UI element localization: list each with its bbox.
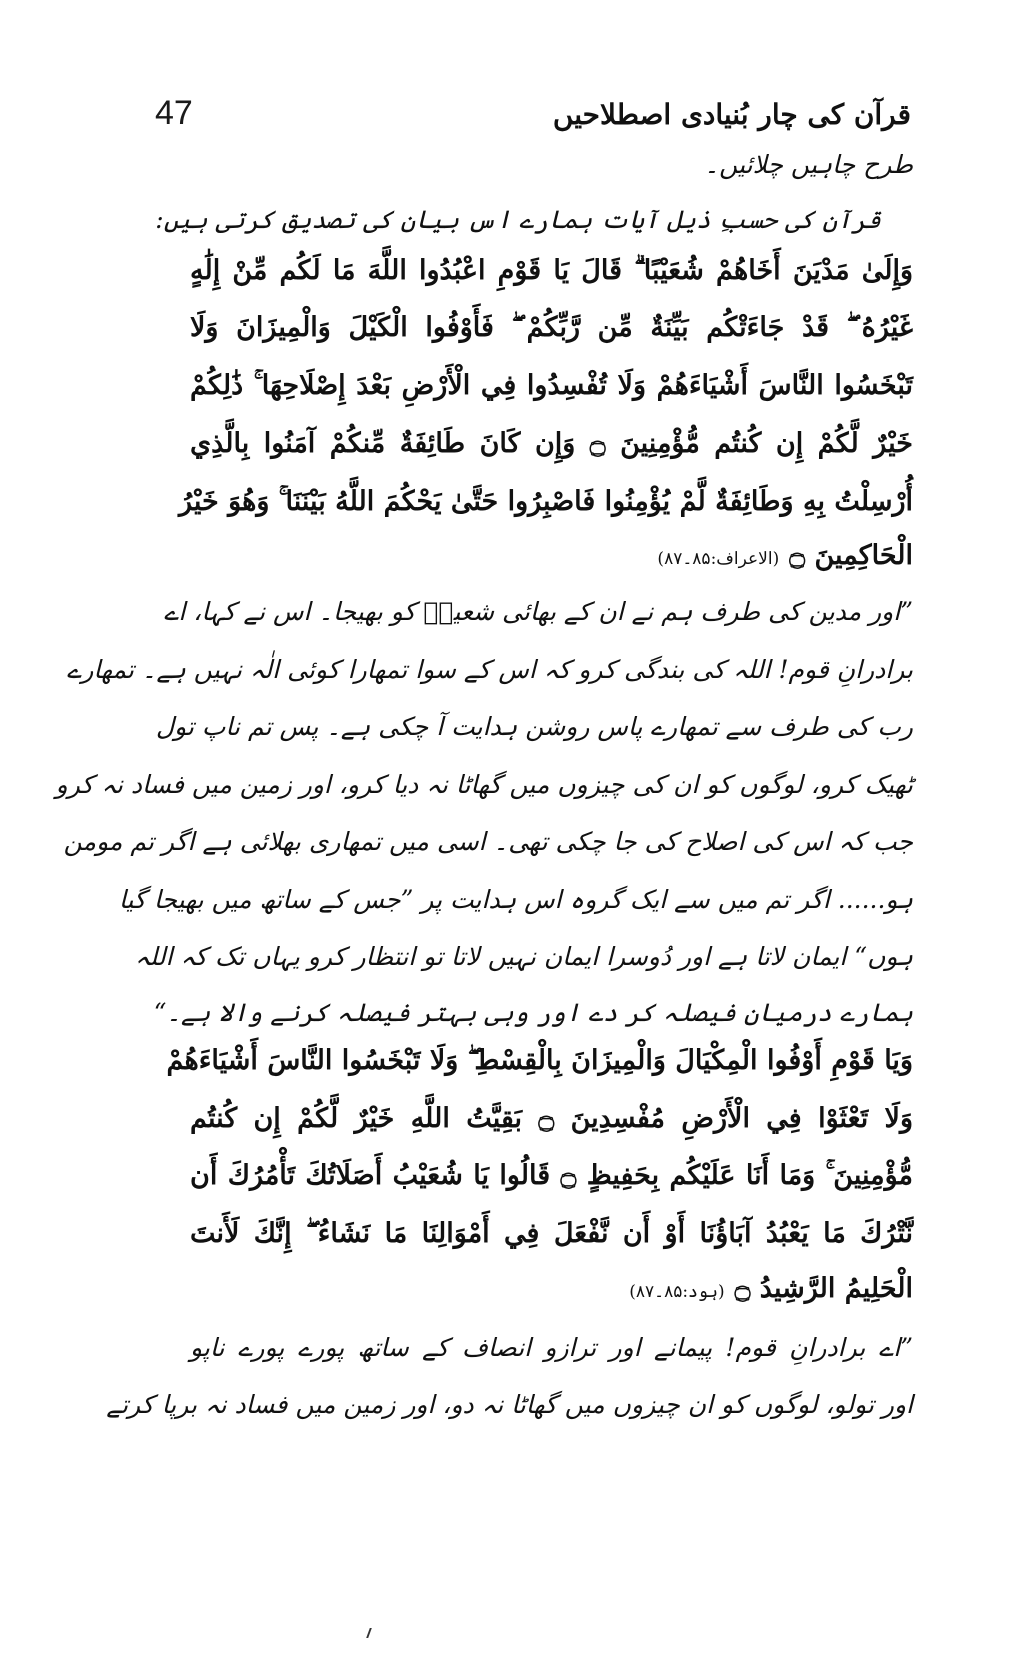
line-text: قرآن کی حسبِ ذیل آیات ہمارے اس بیان کی تصدیق کرتی ہیں:	[155, 205, 881, 234]
quran-verse-line	[190, 540, 913, 571]
line-text: ہو...... اگر تم میں سے ایک گروہ اس ہدایت پر ”جس کے ساتھ میں بھیجا گیا	[118, 885, 913, 914]
urdu-text-line	[118, 885, 913, 914]
running-title: قرآن کی چار بُنیادی اصطلاحیں	[552, 98, 911, 131]
line-text: ”اے برادرانِ قوم! پیمانے اور ترازو انصاف کے ساتھ پورے پورے ناپو	[190, 1333, 913, 1362]
line-text: ”اور مدین کی طرف ہم نے ان کے بھائی شعیبؑ کو بھیجا۔ اس نے کہا، اے	[163, 597, 913, 626]
quran-verse-line	[190, 428, 913, 459]
quran-verse-line	[190, 1273, 913, 1304]
quran-verse-line	[190, 1160, 913, 1192]
line-text: ہوں“ ایمان لاتا ہے اور دُوسرا ایمان نہیں لاتا تو انتظار کرو یہاں تک کہ اللہ	[135, 942, 913, 971]
quran-verse-line	[190, 370, 913, 402]
line-text: خَيْرٌ لَّكُمْ إِن كُنتُم مُّؤْمِنِينَ ۝ وَإِن كَانَ طَائِفَةٌ مِّنكُمْ آمَنُوا بِالَّذِي	[190, 428, 913, 459]
line-text: وَلَا تَعْثَوْا فِي الْأَرْضِ مُفْسِدِينَ ۝ بَقِيَّتُ اللَّهِ خَيْرٌ لَّكُمْ إِن كُنتُم	[190, 1103, 913, 1134]
line-text: وَيَا قَوْمِ أَوْفُوا الْمِكْيَالَ وَالْمِيزَانَ بِالْقِسْطِ ۖ وَلَا تَبْخَسُوا النَّاسَ أَشْيَاءَهُمْ	[166, 1045, 913, 1076]
line-text: نَّتْرُكَ مَا يَعْبُدُ آبَاؤُنَا أَوْ أَن نَّفْعَلَ فِي أَمْوَالِنَا مَا نَشَاءُ ۖ إِنَّكَ لَأَنتَ	[190, 1218, 913, 1249]
quran-verse-line	[190, 1218, 913, 1250]
urdu-text-line	[106, 1390, 913, 1419]
verse-reference: (ہود:۸۵۔۸۷)	[629, 1282, 725, 1302]
line-text: ہمارے درمیان فیصلہ کر دے اور وہی بہتر فیصلہ کرنے والا ہے۔“	[153, 998, 913, 1027]
urdu-text-line	[135, 942, 913, 971]
urdu-text-line	[155, 205, 881, 234]
urdu-text-line	[650, 150, 913, 179]
urdu-text-line	[163, 597, 913, 626]
urdu-text-line	[153, 998, 913, 1027]
quran-verse-line	[179, 486, 913, 518]
verse-reference: (الاعراف:۸۵۔۸۷)	[657, 549, 780, 569]
line-text: وَإِلَىٰ مَدْيَنَ أَخَاهُمْ شُعَيْبًا ۗ قَالَ يَا قَوْمِ اعْبُدُوا اللَّهَ مَا لَكُم مِّنْ إِلَٰهٍ	[190, 255, 913, 286]
line-text: تَبْخَسُوا النَّاسَ أَشْيَاءَهُمْ وَلَا تُفْسِدُوا فِي الْأَرْضِ بَعْدَ إِصْلَاحِهَا ۚ ذَٰلِكُمْ	[190, 370, 913, 401]
urdu-text-line	[55, 770, 913, 799]
line-text: برادرانِ قوم! اللہ کی بندگی کرو کہ اس کے سوا تمھارا کوئی الٰہ نہیں ہے۔ تمھارے	[66, 655, 913, 684]
line-text: جب کہ اس کی اصلاح کی جا چکی تھی۔ اسی میں تمھاری بھلائی ہے اگر تم مومن	[63, 827, 913, 856]
line-text: اور تولو، لوگوں کو ان چیزوں میں گھاٹا نہ دو، اور زمین میں فساد نہ برپا کرتے	[106, 1390, 913, 1419]
stray-mark	[366, 1628, 378, 1638]
quran-verse-line	[190, 255, 913, 287]
quran-verse-line	[190, 312, 913, 344]
line-text: ٹھیک کرو، لوگوں کو ان کی چیزوں میں گھاٹا نہ دیا کرو، اور زمین میں فساد نہ کرو	[55, 770, 913, 799]
line-text: مُّؤْمِنِينَ ۚ وَمَا أَنَا عَلَيْكُم بِحَفِيظٍ ۝ قَالُوا يَا شُعَيْبُ أَصَلَاتُكَ تَأْمُرُكَ أَن	[190, 1160, 913, 1191]
line-text: الْحَلِيمُ الرَّشِيدُ ۝	[734, 1273, 913, 1304]
line-text: الْحَاكِمِينَ ۝	[789, 540, 913, 571]
quran-verse-line	[166, 1045, 913, 1077]
line-text: رب کی طرف سے تمھارے پاس روشن ہدایت آ چکی ہے۔ پس تم ناپ تول	[155, 712, 913, 741]
urdu-text-line	[190, 1333, 913, 1362]
urdu-text-line	[155, 712, 913, 741]
quran-verse-line	[190, 1103, 913, 1134]
line-text: غَيْرُهُ ۖ قَدْ جَاءَتْكُم بَيِّنَةٌ مِّن رَّبِّكُمْ ۖ فَأَوْفُوا الْكَيْلَ وَالْمِيزَانَ وَلَا	[190, 312, 913, 343]
urdu-text-line	[63, 827, 913, 856]
line-text: طرح چاہیں چلائیں۔	[704, 150, 913, 179]
page-number: 47	[155, 94, 193, 132]
line-text: أُرْسِلْتُ بِهِ وَطَائِفَةٌ لَّمْ يُؤْمِنُوا فَاصْبِرُوا حَتَّىٰ يَحْكُمَ اللَّهُ بَيْنَنَا ۚ وَهُوَ خَيْرُ	[179, 486, 913, 517]
urdu-text-line	[66, 655, 913, 684]
